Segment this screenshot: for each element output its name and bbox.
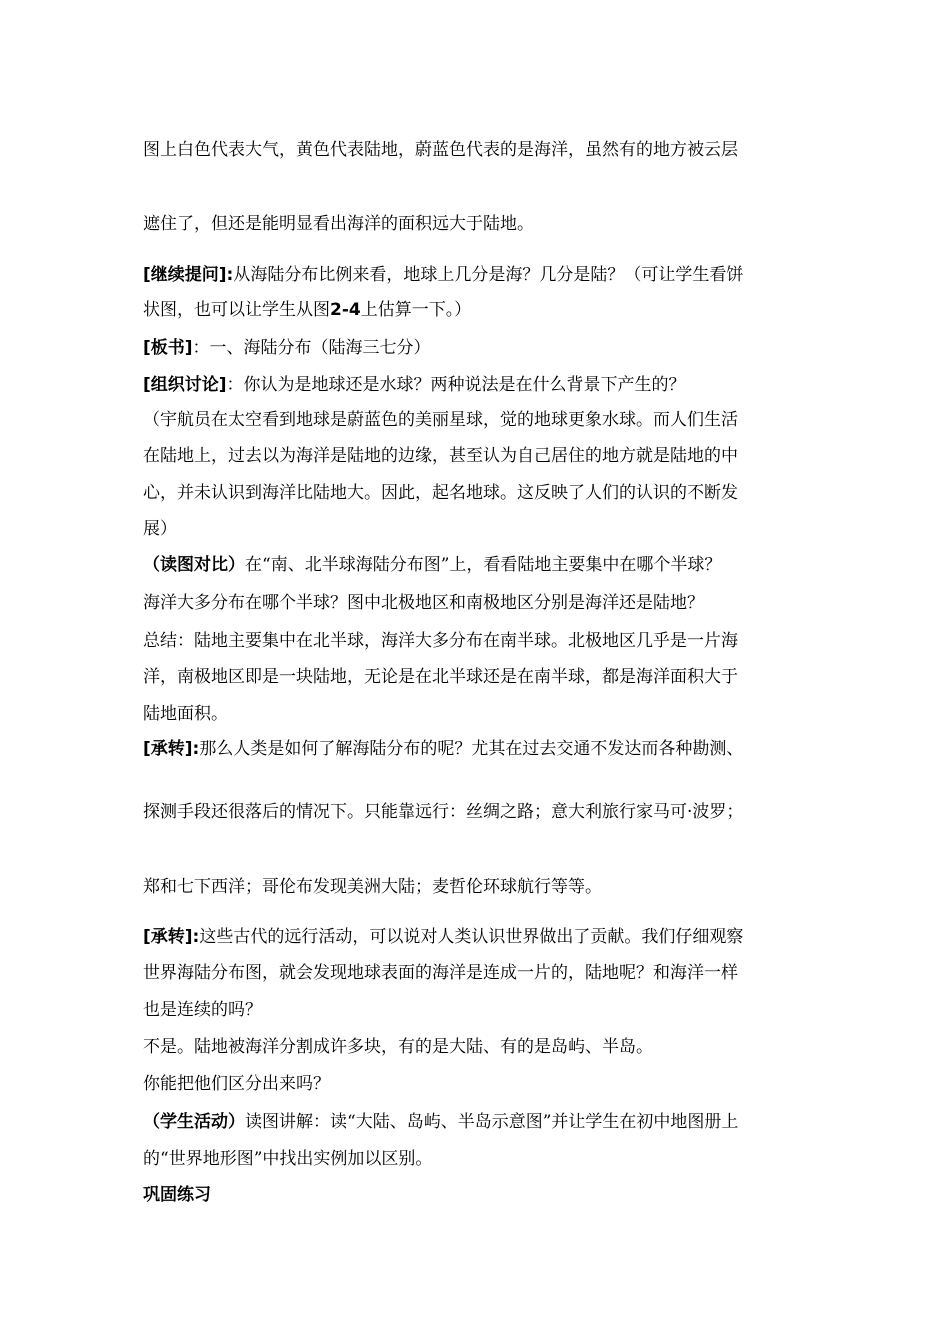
paragraph-line: 世界海陆分布图，就会发现地球表面的海洋是连成一片的，陆地呢？和海洋一样 [143, 963, 738, 983]
paragraph-line: [组织讨论]：你认为是地球还是水球？两种说法是在什么背景下产生的？ [143, 375, 686, 395]
paragraph-line: 图上白色代表大气，黄色代表陆地，蔚蓝色代表的是海洋，虽然有的地方被云层 [143, 140, 738, 160]
label-discussion: [组织讨论] [143, 375, 227, 395]
label-blackboard: [板书] [143, 338, 193, 358]
paragraph-line: 的“世界地形图”中找出实例加以区别。 [143, 1149, 433, 1169]
figure-reference: 2-4 [330, 300, 361, 320]
label-continue-question: [继续提问]: [143, 265, 234, 285]
paragraph-line: 陆地面积。 [143, 704, 228, 724]
section-heading [143, 1184, 823, 1206]
paragraph-line: 海洋大多分布在哪个半球？图中北极地区和南极地区分别是海洋还是陆地？ [143, 593, 704, 613]
label-transition: [承转]: [143, 739, 200, 759]
paragraph-line: 郑和七下西洋；哥伦布发现美洲大陆；麦哲伦环球航行等等。 [143, 877, 602, 897]
paragraph-line: [承转]:那么人类是如何了解海陆分布的呢？尤其在过去交通不发达而各种勘测、 [143, 739, 744, 759]
paragraph-line: 展） [143, 519, 177, 539]
paragraph-line: 状图，也可以让学生从图2-4上估算一下。） [143, 300, 472, 320]
paragraph-line: 洋，南极地区即是一块陆地，无论是在北半球还是在南半球，都是海洋面积大于 [143, 667, 738, 687]
paragraph-line: [继续提问]:从海陆分布比例来看，地球上几分是海？几分是陆？（可让学生看饼 [143, 265, 744, 285]
paragraph-line: 你能把他们区分出来吗？ [143, 1074, 330, 1094]
label-student-activity: （学生活动） [143, 1112, 245, 1132]
paragraph-line: 遮住了，但还是能明显看出海洋的面积远大于陆地。 [143, 214, 534, 234]
label-read-compare: （读图对比） [143, 555, 245, 575]
paragraph-line: [板书]：一、海陆分布（陆海三七分） [143, 338, 431, 358]
paragraph-line: （宇航员在太空看到地球是蔚蓝色的美丽星球，觉的地球更象水球。而人们生活 [143, 410, 738, 430]
paragraph-line: 不是。陆地被海洋分割成许多块，有的是大陆、有的是岛屿、半岛。 [143, 1037, 653, 1057]
paragraph-line: （读图对比）在“南、北半球海陆分布图”上，看看陆地主要集中在哪个半球？ [143, 555, 722, 575]
paragraph-line: （学生活动）读图讲解：读“大陆、岛屿、半岛示意图”并让学生在初中地图册上 [143, 1112, 739, 1132]
paragraph-line: 在陆地上，过去以为海洋是陆地的边缘，甚至认为自己居住的地方就是陆地的中 [143, 446, 738, 466]
paragraph-line: 总结：陆地主要集中在北半球，海洋大多分布在南半球。北极地区几乎是一片海 [143, 631, 738, 651]
paragraph-line: 心，并未认识到海洋比陆地大。因此，起名地球。这反映了人们的认识的不断发 [143, 483, 738, 503]
label-transition: [承转]: [143, 927, 200, 947]
paragraph-line: 探测手段还很落后的情况下。只能靠远行：丝绸之路；意大利旅行家马可·波罗； [143, 802, 744, 822]
paragraph-line: [承转]:这些古代的远行活动，可以说对人类认识世界做出了贡献。我们仔细观察 [143, 927, 744, 947]
paragraph-line: 也是连续的吗？ [143, 1000, 262, 1020]
label-practice: 巩固练习 [143, 1185, 211, 1205]
